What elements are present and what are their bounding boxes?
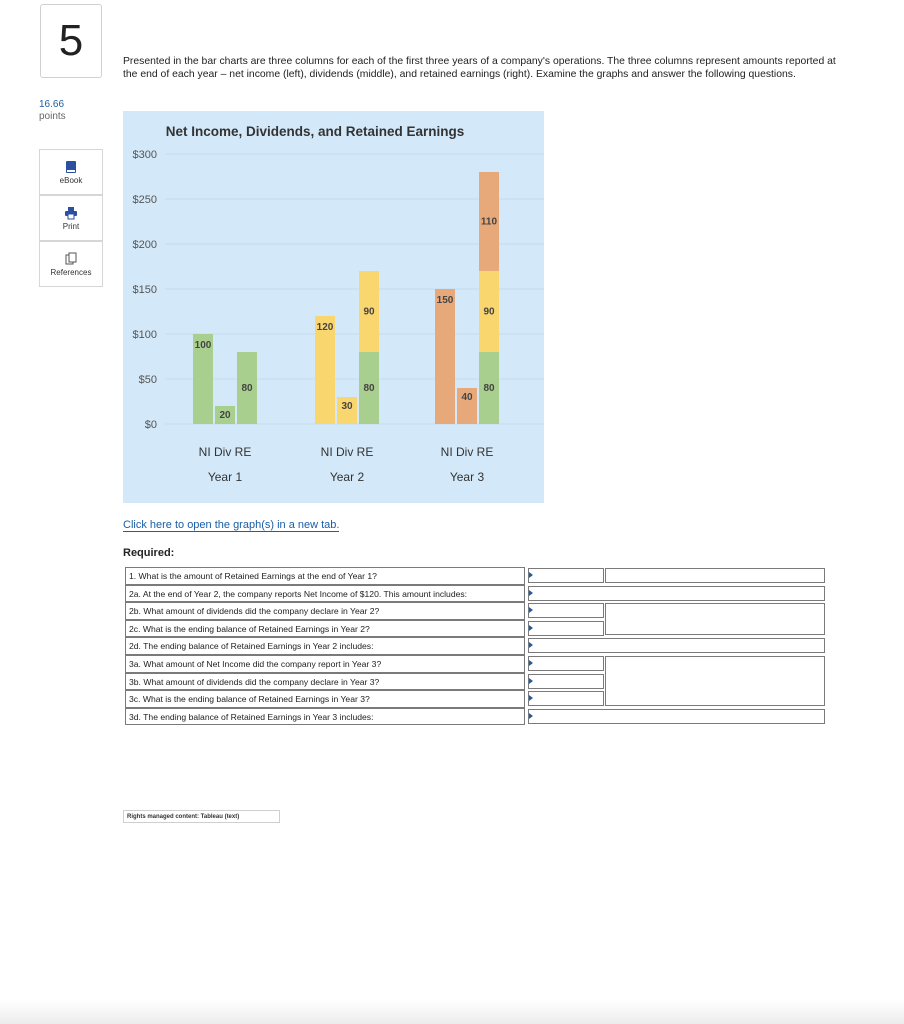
question-1: 1. What is the amount of Retained Earnings at the end of Year 1? bbox=[125, 567, 525, 585]
table-row bbox=[125, 585, 825, 603]
answer-select-2b[interactable] bbox=[528, 603, 604, 618]
answer-select-1[interactable] bbox=[528, 568, 604, 583]
bar-value-label: 110 bbox=[480, 216, 498, 228]
answer-select-2c[interactable] bbox=[528, 621, 604, 636]
table-row bbox=[125, 637, 825, 655]
bar-category-labels: NI Div RE bbox=[440, 445, 494, 459]
bar-chart bbox=[123, 111, 544, 503]
required-label: Required: bbox=[123, 547, 175, 559]
y-tick-label: $150 bbox=[132, 284, 157, 296]
rights-managed-note: Rights managed content: Tableau (text) bbox=[123, 810, 280, 823]
y-tick-label: $0 bbox=[144, 419, 157, 431]
table-row bbox=[125, 655, 825, 673]
bar-chart-svg bbox=[123, 111, 544, 503]
table-row bbox=[125, 673, 825, 691]
question-2b: 2b. What amount of dividends did the company declare in Year 2? bbox=[125, 602, 525, 620]
printer-icon bbox=[64, 206, 78, 220]
bar-value-label: 150 bbox=[436, 295, 454, 306]
bar-value-label: 120 bbox=[316, 322, 334, 333]
answer-input-1[interactable] bbox=[605, 568, 825, 583]
bar-value-label: 100 bbox=[194, 340, 212, 351]
answer-select-3b[interactable] bbox=[528, 674, 604, 689]
questions-table bbox=[125, 567, 825, 725]
answer-select-3d[interactable] bbox=[528, 709, 825, 724]
answer-select-2a[interactable] bbox=[528, 586, 825, 601]
bar-segment bbox=[435, 289, 455, 424]
question-number: 5 bbox=[40, 4, 102, 78]
references-button[interactable] bbox=[39, 241, 103, 287]
y-tick-label: $50 bbox=[138, 374, 157, 386]
table-row bbox=[125, 708, 825, 726]
chart-title: Net Income, Dividends, and Retained Earnings bbox=[165, 124, 465, 139]
year-group-label: Year 3 bbox=[449, 470, 485, 484]
table-row bbox=[125, 567, 825, 585]
year-group-label: Year 1 bbox=[207, 470, 243, 484]
book-icon bbox=[64, 160, 78, 174]
question-2d: 2d. The ending balance of Retained Earnings in Year 2 includes: bbox=[125, 637, 525, 655]
bar-value-label: 90 bbox=[483, 306, 495, 318]
answer-select-3c[interactable] bbox=[528, 691, 604, 706]
y-tick-label: $200 bbox=[132, 239, 157, 251]
bar-value-label: 30 bbox=[341, 401, 353, 412]
open-graph-link[interactable]: Click here to open the graph(s) in a new tab. bbox=[123, 519, 340, 531]
y-tick-label: $250 bbox=[132, 194, 157, 206]
question-3a: 3a. What amount of Net Income did the company report in Year 3? bbox=[125, 655, 525, 673]
intro-text: Presented in the bar charts are three columns for each of the first three years of a company's operations. The three columns represent amounts reported at the end of each year – net income (left), dividends (middle), and retained earnings (right). Examine the graphs and answer the following questions. bbox=[123, 56, 836, 80]
bar-value-label: 80 bbox=[241, 383, 253, 394]
table-row bbox=[125, 620, 825, 638]
answer-select-2d[interactable] bbox=[528, 638, 825, 653]
question-2a: 2a. At the end of Year 2, the company reports Net Income of $120. This amount includes: bbox=[125, 585, 525, 603]
question-2c: 2c. What is the ending balance of Retained Earnings in Year 2? bbox=[125, 620, 525, 638]
ebook-label: eBook bbox=[59, 175, 83, 185]
y-tick-label: $100 bbox=[132, 329, 157, 341]
year-group-label: Year 2 bbox=[329, 470, 365, 484]
bar-value-label: 20 bbox=[219, 410, 231, 421]
points-display bbox=[39, 99, 66, 123]
question-3d: 3d. The ending balance of Retained Earnings in Year 3 includes: bbox=[125, 708, 525, 726]
points-label: points bbox=[39, 111, 66, 122]
bar-value-label: 90 bbox=[363, 306, 375, 318]
question-3c: 3c. What is the ending balance of Retained Earnings in Year 3? bbox=[125, 690, 525, 708]
references-label: References bbox=[50, 267, 92, 277]
page-bottom-fade bbox=[0, 1000, 904, 1024]
answer-select-3a[interactable] bbox=[528, 656, 604, 671]
table-row bbox=[125, 690, 825, 708]
question-3b: 3b. What amount of dividends did the company declare in Year 3? bbox=[125, 673, 525, 691]
copy-icon bbox=[64, 252, 78, 266]
bar-value-label: 80 bbox=[363, 383, 375, 394]
bar-category-labels: NI Div RE bbox=[198, 445, 252, 459]
table-row bbox=[125, 602, 825, 620]
bar-value-label: 80 bbox=[483, 383, 495, 394]
ebook-button[interactable] bbox=[39, 149, 103, 195]
print-button[interactable] bbox=[39, 195, 103, 241]
points-value: 16.66 bbox=[39, 99, 65, 110]
bar-value-label: 40 bbox=[461, 392, 473, 403]
y-tick-label: $300 bbox=[132, 149, 157, 161]
print-label: Print bbox=[62, 221, 80, 231]
bar-category-labels: NI Div RE bbox=[320, 445, 374, 459]
